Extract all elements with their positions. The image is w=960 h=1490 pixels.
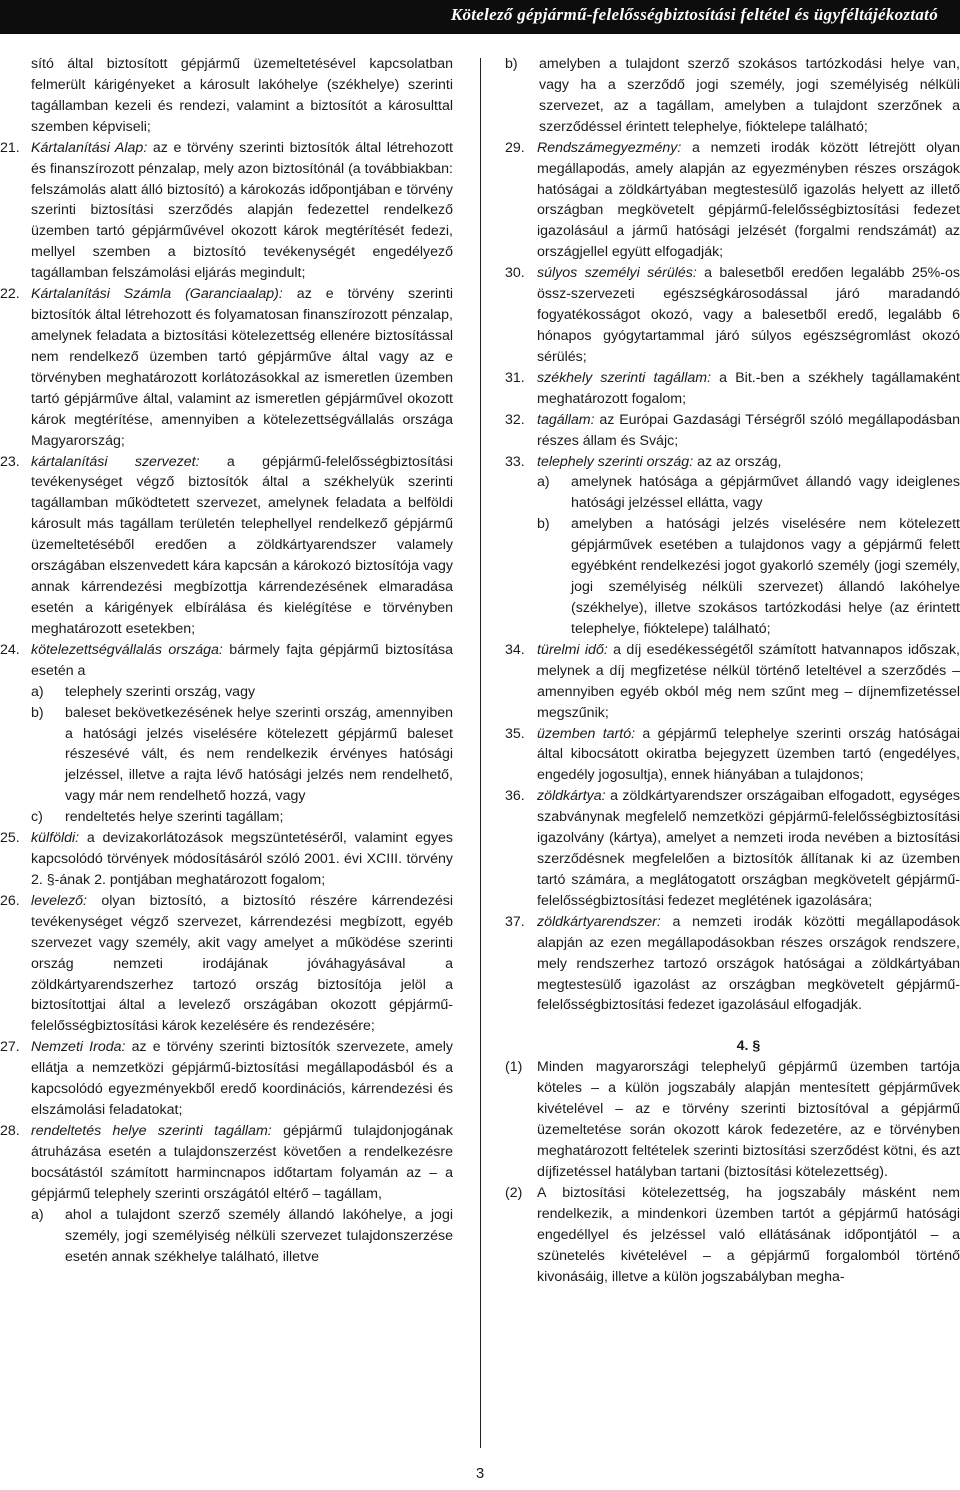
item-number: 26. xyxy=(0,892,20,909)
item-term: zöldkártyarendszer: xyxy=(537,913,661,930)
definition-item-26 xyxy=(0,891,453,1037)
sub-item-text: amelyben a tulajdont szerző szokásos tartózkodási helye van, vagy ha a szerződő jogi személy, jogi személyiség nélküli szervezet, az a tagállam, amelyben a tulajdont szerzőnek a szerződéssel érintett telephelye, fióktelepe található; xyxy=(539,56,960,135)
paragraph-2 xyxy=(505,1183,960,1288)
item-text: az az ország, xyxy=(693,453,782,470)
item-text: gépjármű tulajdonjogának átruházása esetén a tulajdonszerzést követően a rendelkezésre bocsátástól számított harmincnapos időtartam folyamán az – a gépjármű telephely szerinti országától eltérő – tagállam, xyxy=(31,1123,453,1202)
item-text: a gépjármű-felelősségbiztosítási tevékenységet végző biztosítók által a székhelyük szerinti tagállamban működtetett szervezet, amelynek feladata a belföldi károsult más tagállam területén telephellyel rendelkező gépjármű üzemeltetéséből eredően a zöldkártyarendszer valamely országában elszenvedett kára kapcsán a károkozó biztosítója vagy annak kárrendezési megbízottja kárrendezésének elmaradása esetén a kárigények elbírálása és kielégítése e törvényben meghatározott esetekben; xyxy=(31,453,453,637)
item-term: Kártalanítási Alap: xyxy=(31,139,148,156)
item-term: Kártalanítási Számla (Garanciaalap): xyxy=(31,286,283,303)
item-text: a Bit.-ben a székhely tagállamaként meghatározott fogalom; xyxy=(537,369,960,407)
item-text: a zöldkártyarendszer országaiban elfogadott, egységes szabványnak megfelelő nemzetközi gépjármű-felelősségbiztosítási igazolvány (kártya), amelyet a nemzeti iroda nevében a biztosítási szerződésnek megfelelően a biztosítók állítanak ki az üzemben tartó számára, a meglátogatott országban megkövetelt gépjármű-felelősségbiztosítási fedezet meglétének igazolására; xyxy=(537,788,960,909)
item-term: kártalanítási szervezet: xyxy=(31,453,200,470)
item-term: súlyos személyi sérülés: xyxy=(537,265,697,282)
item-text: a nemzeti irodák közötti megállapodások alapján az ezen megállapodásokban részes országok rendszere, mely rendszerhez tartozó országok hatóságai a zöldkártyában megtestesülő igazolást az országban megkövetelt gépjármű-felelősségbiztosítási fedezet igazolásául elfogadják. xyxy=(537,913,960,1014)
item-number: 28. xyxy=(0,1123,20,1140)
sub-item-33-b xyxy=(537,514,960,640)
paragraph-number: (1) xyxy=(505,1059,523,1076)
sub-item-text: rendeltetés helye szerinti tagállam; xyxy=(65,809,284,826)
item-text: az Európai Gazdasági Térségről szóló megállapodásban részes állam és Svájc; xyxy=(537,411,960,449)
item-term: tagállam: xyxy=(537,411,595,428)
item-term: rendeltetés helye szerinti tagállam: xyxy=(31,1123,272,1140)
definition-item-36 xyxy=(505,786,960,912)
section-heading: 4. § xyxy=(736,1038,761,1055)
item-number: 30. xyxy=(505,265,525,282)
item-number: 25. xyxy=(0,830,20,847)
item-number: 29. xyxy=(505,139,525,156)
item-term: Nemzeti Iroda: xyxy=(31,1039,126,1056)
definition-item-32 xyxy=(505,410,960,452)
item-number: 31. xyxy=(505,369,525,386)
item-number: 34. xyxy=(505,641,525,658)
definition-item-29 xyxy=(505,138,960,264)
right-column xyxy=(505,54,960,1287)
sub-item-letter: a) xyxy=(31,683,44,700)
item-number: 23. xyxy=(0,453,20,470)
sub-item-33-a xyxy=(537,472,960,514)
definition-item-24 xyxy=(0,640,453,682)
item-term: Rendszámegyezmény: xyxy=(537,139,682,156)
item-number: 21. xyxy=(0,139,20,156)
sub-item-letter: b) xyxy=(31,704,44,721)
sub-item-text: telephely szerinti ország, vagy xyxy=(65,683,256,700)
definition-item-33 xyxy=(505,452,960,473)
item-text: az e törvény szerinti biztosítók szervezete, amely ellátja a nemzetközi gépjármű-biztosítási megállapodásból és a kapcsolódó egyezményekből eredő koordinációs, kárrendezési és elszámolási feladatokat; xyxy=(31,1039,454,1119)
item-text: a díj esedékességétől számított hatvannapos időszak, melynek a díj megfizetése nélkül történő leteltével a szerződés – amennyiben egyéb okból még nem szűnt meg – díjnemfizetéssel megszűnik; xyxy=(537,641,960,721)
definition-item-28 xyxy=(0,1121,453,1205)
item-text: az e törvény szerinti biztosítók által létrehozott és folyamatosan finanszírozott pénzalap, amelynek feladata a biztosítási kötelezettség ellenére biztosítással nem rendelkező üzemben tartó gépjárműve által vagy az e törvényben meghatározott korlátozásokkal az ismeretlen üzemben tartó gépjárműve által, valamint az ismeretlen gépjárművel okozott károk megtérítése, amennyiben a kötelezettségvállalás országa Magyarország; xyxy=(31,286,453,449)
sub-item-28-b xyxy=(505,54,960,138)
sub-item-letter: b) xyxy=(505,56,518,72)
sub-item-28-a xyxy=(31,1205,453,1268)
item-text: olyan biztosító, a biztosító részére kárrendezési tevékenységet végző szervezet, kárrendezési megbízott, egyéb szervezet vagy személy, akit vagy amelyet a működése szerinti ország nemzeti irodájának jóváhagyásával a zöldkártyarendszerhez tartozó ország biztosítója jelöl a biztosítottjai által a levelező országában okozott gépjármű-felelősségbiztosítási károk kezelésére és rendezésére; xyxy=(31,892,453,1035)
sub-item-letter: a) xyxy=(537,474,550,491)
item-term: üzemben tartó: xyxy=(537,725,636,742)
paragraph-number: (2) xyxy=(505,1184,523,1201)
item-text: bármely fajta gépjármű biztosítása esetén a xyxy=(31,641,454,679)
page-number: 3 xyxy=(475,1465,485,1482)
sub-item-24-a xyxy=(31,682,453,703)
definition-item-34 xyxy=(505,640,960,724)
item-text: a nemzeti irodák között létrejött olyan megállapodás, amely alapján az egyezményben részes országok hatóságai a zöldkártyában megtestesülő igazolás helyett az illető országban megkövetelt gépjármű-felelősségbiztosítási fedezet igazolásául a jármű hatósági jelzését (forgalmi rendszámát) az országjellel együtt elfogadják; xyxy=(537,139,960,261)
item-number: 37. xyxy=(505,913,525,930)
item-text: a balesetből eredően legalább 25%-os össz-szervezeti egészségkárosodással járó maradandó fogyatékosságot okozó, vagy a balesetből eredő, legalább 6 hónapos gyógytartammal járó súlyos egészségromlást okozó sérülés; xyxy=(537,265,960,365)
item-text: a gépjármű telephelye szerinti ország hatóságai által kibocsátott okiratba bejegyzett üzemben tartó (engedélyes, engedély jogosultja), ennek hiányában a tulajdonos; xyxy=(537,725,960,784)
definition-item-27 xyxy=(0,1037,453,1121)
sub-item-letter: a) xyxy=(31,1206,44,1223)
sub-item-text: amelynek hatósága a gépjárművet állandó vagy ideiglenes hatósági jelzéssel ellátta, vagy xyxy=(571,474,960,512)
sub-item-letter: b) xyxy=(537,516,550,533)
definition-item-35 xyxy=(505,724,960,787)
item-number: 32. xyxy=(505,411,525,428)
definition-item-31 xyxy=(505,368,960,410)
continuation-paragraph: sító által biztosított gépjármű üzemeltetésével kapcsolatban felmerült kárigényeket a károsult lakóhelye (székhelye) szerinti tagállamban kezeli és rendezi, valamint a biztosítót a károsulttal szemben képviseli; xyxy=(31,56,453,135)
page-header xyxy=(0,0,960,34)
definition-item-22 xyxy=(0,284,453,451)
left-column xyxy=(0,54,453,1267)
item-term: telephely szerinti ország: xyxy=(537,453,694,470)
item-number: 24. xyxy=(0,641,20,658)
sub-item-24-c xyxy=(31,807,453,828)
column-divider xyxy=(480,58,481,1448)
item-text: az e törvény szerinti biztosítók által létrehozott és finanszírozott pénzalap, mely azon biztosítónál (a továbbiakban: felszámolás alatt álló biztosító) a károkozás időpontjában e törvény szerinti biztosítási szerződés alapján fedezettel rendelkező üzemben tartó gépjárművével okozott károk megtérítését fedezi, mellyel szemben a biztosító tevékenységét engedélyező tagállamban felszámolási eljárás megindult; xyxy=(31,139,453,282)
item-number: 27. xyxy=(0,1039,20,1056)
definition-item-37 xyxy=(505,912,960,1017)
paragraph-text: Minden magyarországi telephelyű gépjármű üzemben tartója köteles – a külön jogszabály alapján mentesített gépjárművek kivételével – az e törvény szerinti biztosítóval a gépjármű üzemeltetése során okozott károk fedezetére, az e törvényben meghatározott feltételek szerinti biztosítási szerződést kötni, és azt díjfizetéssel hatályban tartani (biztosítási kötelezettség). xyxy=(537,1059,960,1180)
sub-item-text: baleset bekövetkezésének helye szerinti ország, amennyiben a hatósági jelzés viselésére kötelezett gépjármű baleset részesévé vált, és nem rendelkezik érvényes hatósági jelzéssel, illetve a rajta lévő hatósági jelzés nem rendelhető, vagy már nem rendelhető hozzá, vagy xyxy=(65,704,453,805)
sub-item-24-b xyxy=(31,703,453,808)
item-number: 35. xyxy=(505,725,525,742)
definition-item-21 xyxy=(0,138,453,284)
header-title: Kötelező gépjármű-felelősségbiztosítási feltétel és ügyféltájékoztató xyxy=(450,5,938,24)
item-number: 22. xyxy=(0,286,20,303)
definition-item-23 xyxy=(0,452,453,640)
paragraph-text: A biztosítási kötelezettség, ha jogszabály másként nem rendelkezik, a mindenkori üzemben tartót a gépjármű hatósági engedéllyel és jelzéssel való ellátásának időpontjától – a szünetelés kivételével – a gépjármű forgalomból történő kivonásáig, illetve a külön jogszabályban megha- xyxy=(537,1184,960,1285)
sub-item-text: ahol a tulajdont szerző személy állandó lakóhelye, a jogi személy, jogi személyiség nélküli szervezet tulajdonszerzése esetén annak székhelye található, illetve xyxy=(65,1206,453,1265)
item-term: türelmi idő: xyxy=(537,641,608,658)
item-text: a devizakorlátozások megszüntetéséről, valamint egyes kapcsolódó törvények módosításáról szóló 2001. évi XCIII. törvény 2. §-ának 2. pontjában meghatározott fogalom; xyxy=(31,830,453,888)
paragraph-1 xyxy=(505,1057,960,1183)
item-term: levelező: xyxy=(31,892,87,909)
item-term: kötelezettségvállalás országa: xyxy=(31,641,223,658)
definition-item-30 xyxy=(505,263,960,368)
sub-item-text: amelyben a hatósági jelzés viselésére nem kötelezett gépjárművek esetében a tulajdonos vagy a gépjármű felett egyébként rendelkezési jogot gyakorló személy (jogi személy, jogi személyiség nélküli szervezet) állandó lakóhelye (székhelye), illetve szokásos tartózkodási helye (az érintett telephelye, fióktelepe) található; xyxy=(571,516,960,637)
sub-item-letter: c) xyxy=(31,809,43,826)
item-number: 33. xyxy=(505,453,525,470)
definition-item-25 xyxy=(0,828,453,891)
item-term: zöldkártya: xyxy=(537,788,606,805)
item-term: székhely szerinti tagállam: xyxy=(537,369,712,386)
item-term: külföldi: xyxy=(31,830,80,847)
item-number: 36. xyxy=(505,788,525,805)
